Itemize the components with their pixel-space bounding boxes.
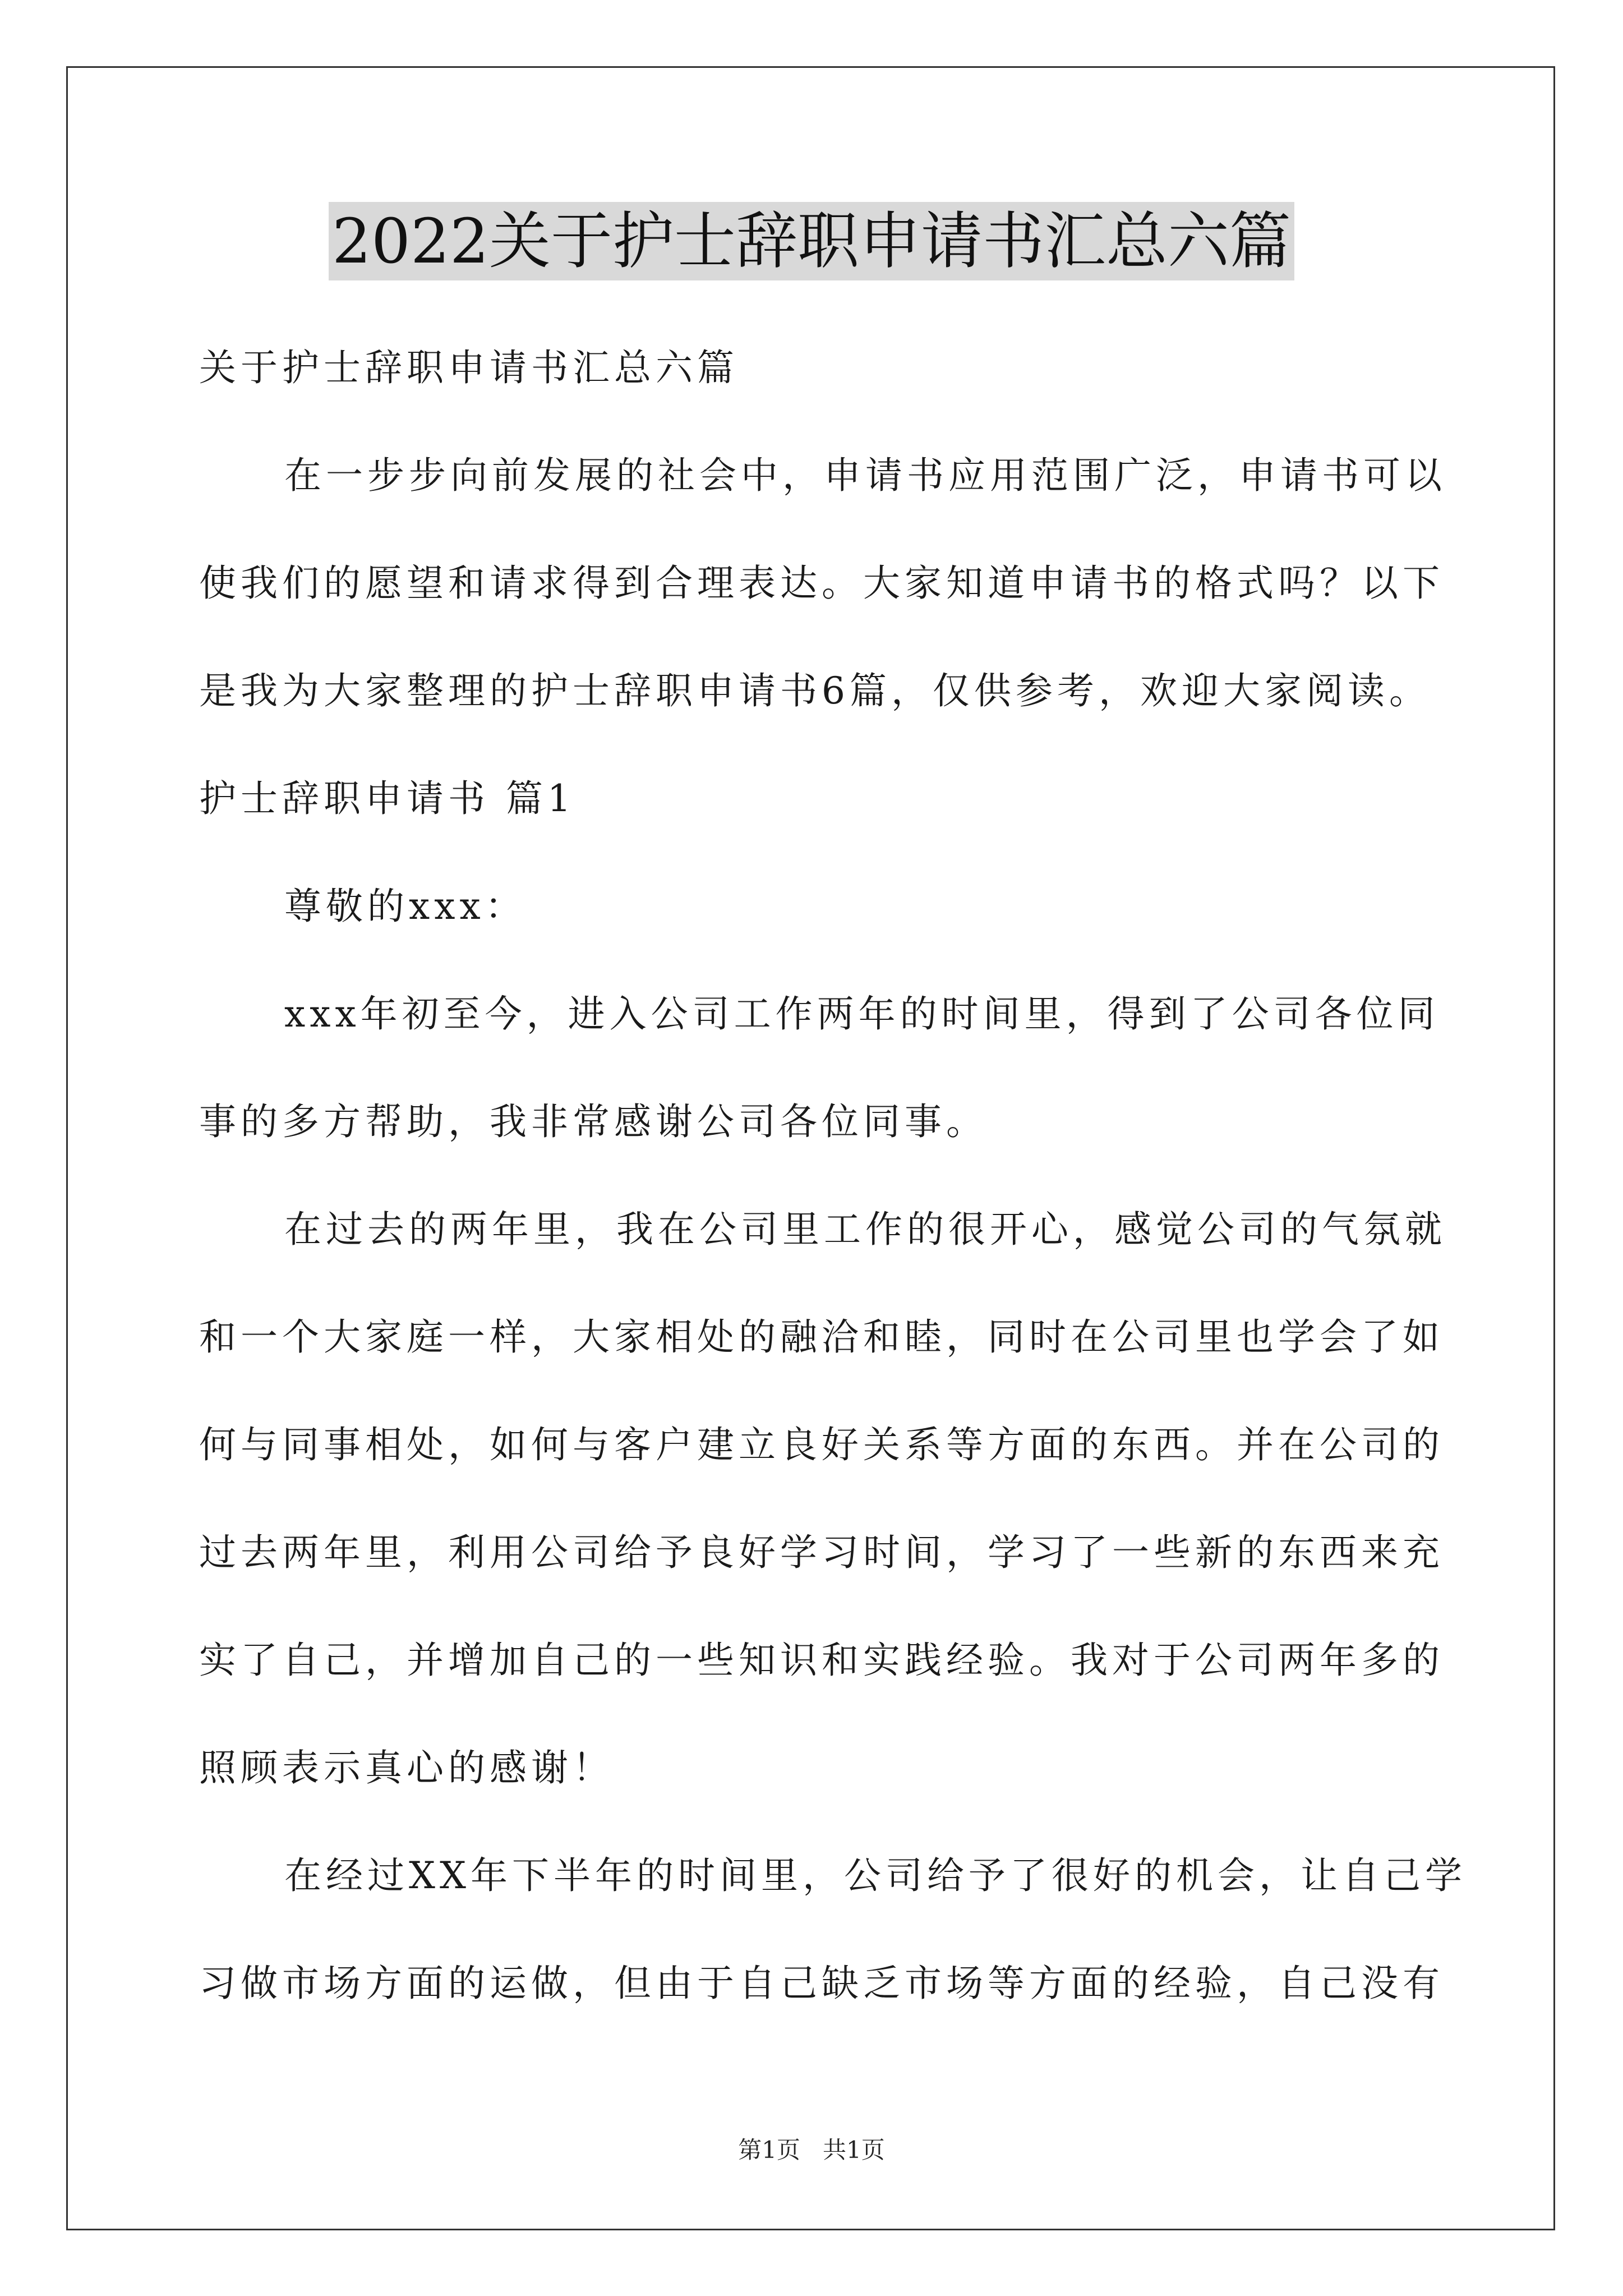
document-body — [199, 314, 1467, 2037]
page-number: 第1页 — [738, 2136, 800, 2164]
title-container — [0, 202, 1623, 280]
text-line: xxx年初至今，进入公司工作两年的时间里，得到了公司各位同 — [284, 992, 1440, 1036]
text-line: 尊敬的xxx： — [284, 885, 527, 928]
text-line: 过去两年里，利用公司给予良好学习时间，学习了一些新的东西来充 — [199, 1531, 1444, 1574]
text-line: 在经过XX年下半年的时间里，公司给予了很好的机会，让自己学 — [284, 1854, 1467, 1897]
document-title: 2022关于护士辞职申请书汇总六篇 — [329, 202, 1294, 280]
text-line: 使我们的愿望和请求得到合理表达。大家知道申请书的格式吗？以下 — [199, 562, 1444, 605]
text-line: 在过去的两年里，我在公司里工作的很开心，感觉公司的气氛就 — [284, 1208, 1446, 1251]
text-line: 和一个大家庭一样，大家相处的融洽和睦，同时在公司里也学会了如 — [199, 1315, 1444, 1359]
text-line: 事的多方帮助，我非常感谢公司各位同事。 — [199, 1100, 988, 1143]
text-line: 是我为大家整理的护士辞职申请书6篇，仅供参考，欢迎大家阅读。 — [199, 669, 1431, 712]
page-total: 共1页 — [823, 2136, 885, 2164]
text-line: 护士辞职申请书 篇1 — [199, 777, 575, 820]
page-footer — [0, 2132, 1623, 2165]
text-line: 何与同事相处，如何与客户建立良好关系等方面的东西。并在公司的 — [199, 1423, 1444, 1466]
text-line: 在一步步向前发展的社会中，申请书应用范围广泛，申请书可以 — [284, 454, 1446, 497]
text-line: 照顾表示真心的感谢！ — [199, 1746, 614, 1789]
text-line: 习做市场方面的运做，但由于自己缺乏市场等方面的经验，自己没有 — [199, 1962, 1444, 2005]
text-line: 关于护士辞职申请书汇总六篇 — [199, 346, 739, 389]
text-line: 实了自己，并增加自己的一些知识和实践经验。我对于公司两年多的 — [199, 1639, 1444, 1682]
